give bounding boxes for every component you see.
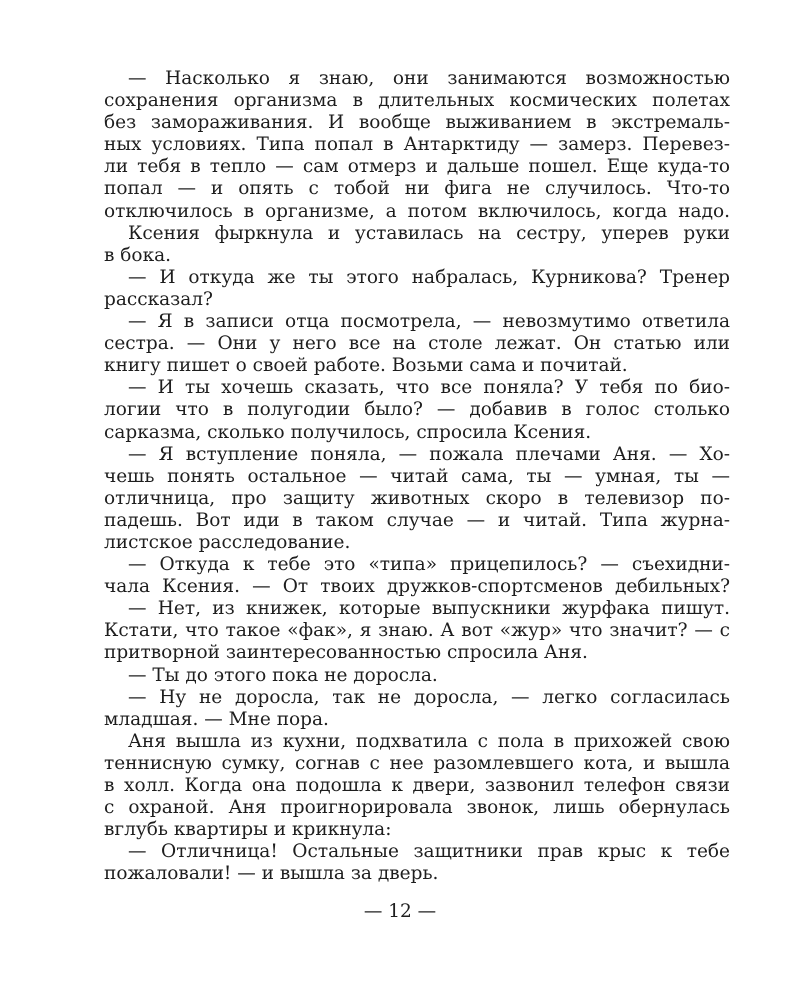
text-line: сохранения организма в длительных космических полетах [104,90,730,112]
paragraph-9 [104,665,730,687]
text-line: — Насколько я знаю, они занимаются возможностью [128,68,730,89]
text-line: без замораживания. И вообще выживанием в экстремаль- [104,112,730,134]
text-line: — И ты хочешь сказать, что все поняла? У тебя по био- [128,377,730,399]
paragraph-6 [104,444,730,554]
text-line: в бока. [104,244,172,266]
paragraph-10 [104,687,730,731]
text-line: теннисную сумку, согнав с нее разомлевшего кота, и вышла [104,752,730,774]
text-line: — Я вступление поняла, — пожала плечами Аня. — Хо- [128,443,730,465]
paragraph-3 [104,267,730,311]
paragraph-7 [104,554,730,598]
text-line: листское расследование. [104,531,351,553]
text-line: — И откуда же ты этого набралась, Курникова? Тренер [128,266,730,288]
text-line: падешь. Вот иди в таком случае — и читай. Типа журна- [104,509,730,531]
text-line: сестра. — Они у него все на столе лежат. Он статью или [104,333,730,355]
text-line: чешь понять остальное — читай сама, ты — умная, ты — [104,465,730,487]
text-line: младшая. — Мне пора. [104,708,329,730]
text-line: отличница, про защиту животных скоро в телевизор по- [104,487,730,509]
text-line: отключилось в организме, а потом включилось, когда надо. [104,200,730,222]
text-line: Кстати, что такое «фак», я знаю. А вот «жур» что значит? — с [104,620,730,642]
text-line: книгу пишет о своей работе. Возьми сама и почитай. [104,355,628,377]
book-page [104,68,730,885]
text-line: пожаловали! — и вышла за дверь. [104,863,439,885]
text-line: Аня вышла из кухни, подхватила с пола в прихожей свою [128,730,730,752]
text-line: чала Ксения. — От твоих дружков-спортсменов дебильных? [104,576,730,598]
text-line: ных условиях. Типа попал в Антарктиду — замерз. Перевез- [104,134,730,156]
page-number: — 12 — [363,901,437,922]
text-line: вглубь квартиры и крикнула: [104,819,392,841]
text-line: ли тебя в тепло — сам отмерз и дальше пошел. Еще куда-то [104,156,730,178]
text-line: — Ну не доросла, так не доросла, — легко согласилась [128,686,730,708]
text-line: сарказма, сколько получилось, спросила Ксения. [104,421,592,443]
text-line: притворной заинтересованностью спросила Аня. [104,642,588,664]
text-line: — Откуда к тебе это «типа» прицепилось? — съехидни- [128,554,730,576]
text-line: попал — и опять с тобой ни фига не случилось. Что-то [104,178,730,200]
paragraph-12 [104,841,730,885]
paragraph-5 [104,377,730,443]
paragraph-4 [104,311,730,377]
text-line: — Отличница! Остальные защитники прав крыс к тебе [128,841,730,863]
text-line: — Я в записи отца посмотрела, — невозмутимо ответила [128,311,730,333]
paragraph-8 [104,598,730,664]
text-line: с охраной. Аня проигнорировала звонок, лишь обернулась [104,797,730,819]
text-line: Ксения фыркнула и уставилась на сестру, уперев руки [128,222,730,244]
text-line: логии что в полугодии было? — добавив в голос столько [104,399,730,421]
text-line: рассказал? [104,288,213,310]
paragraph-2 [104,223,730,267]
text-line: — Нет, из книжек, которые выпускники журфака пишут. [128,598,730,620]
text-line: в холл. Когда она подошла к двери, зазвонил телефон связи [104,775,730,796]
paragraph-1 [104,68,730,223]
paragraph-11 [104,731,730,841]
text-line: — Ты до этого пока не доросла. [128,664,438,686]
